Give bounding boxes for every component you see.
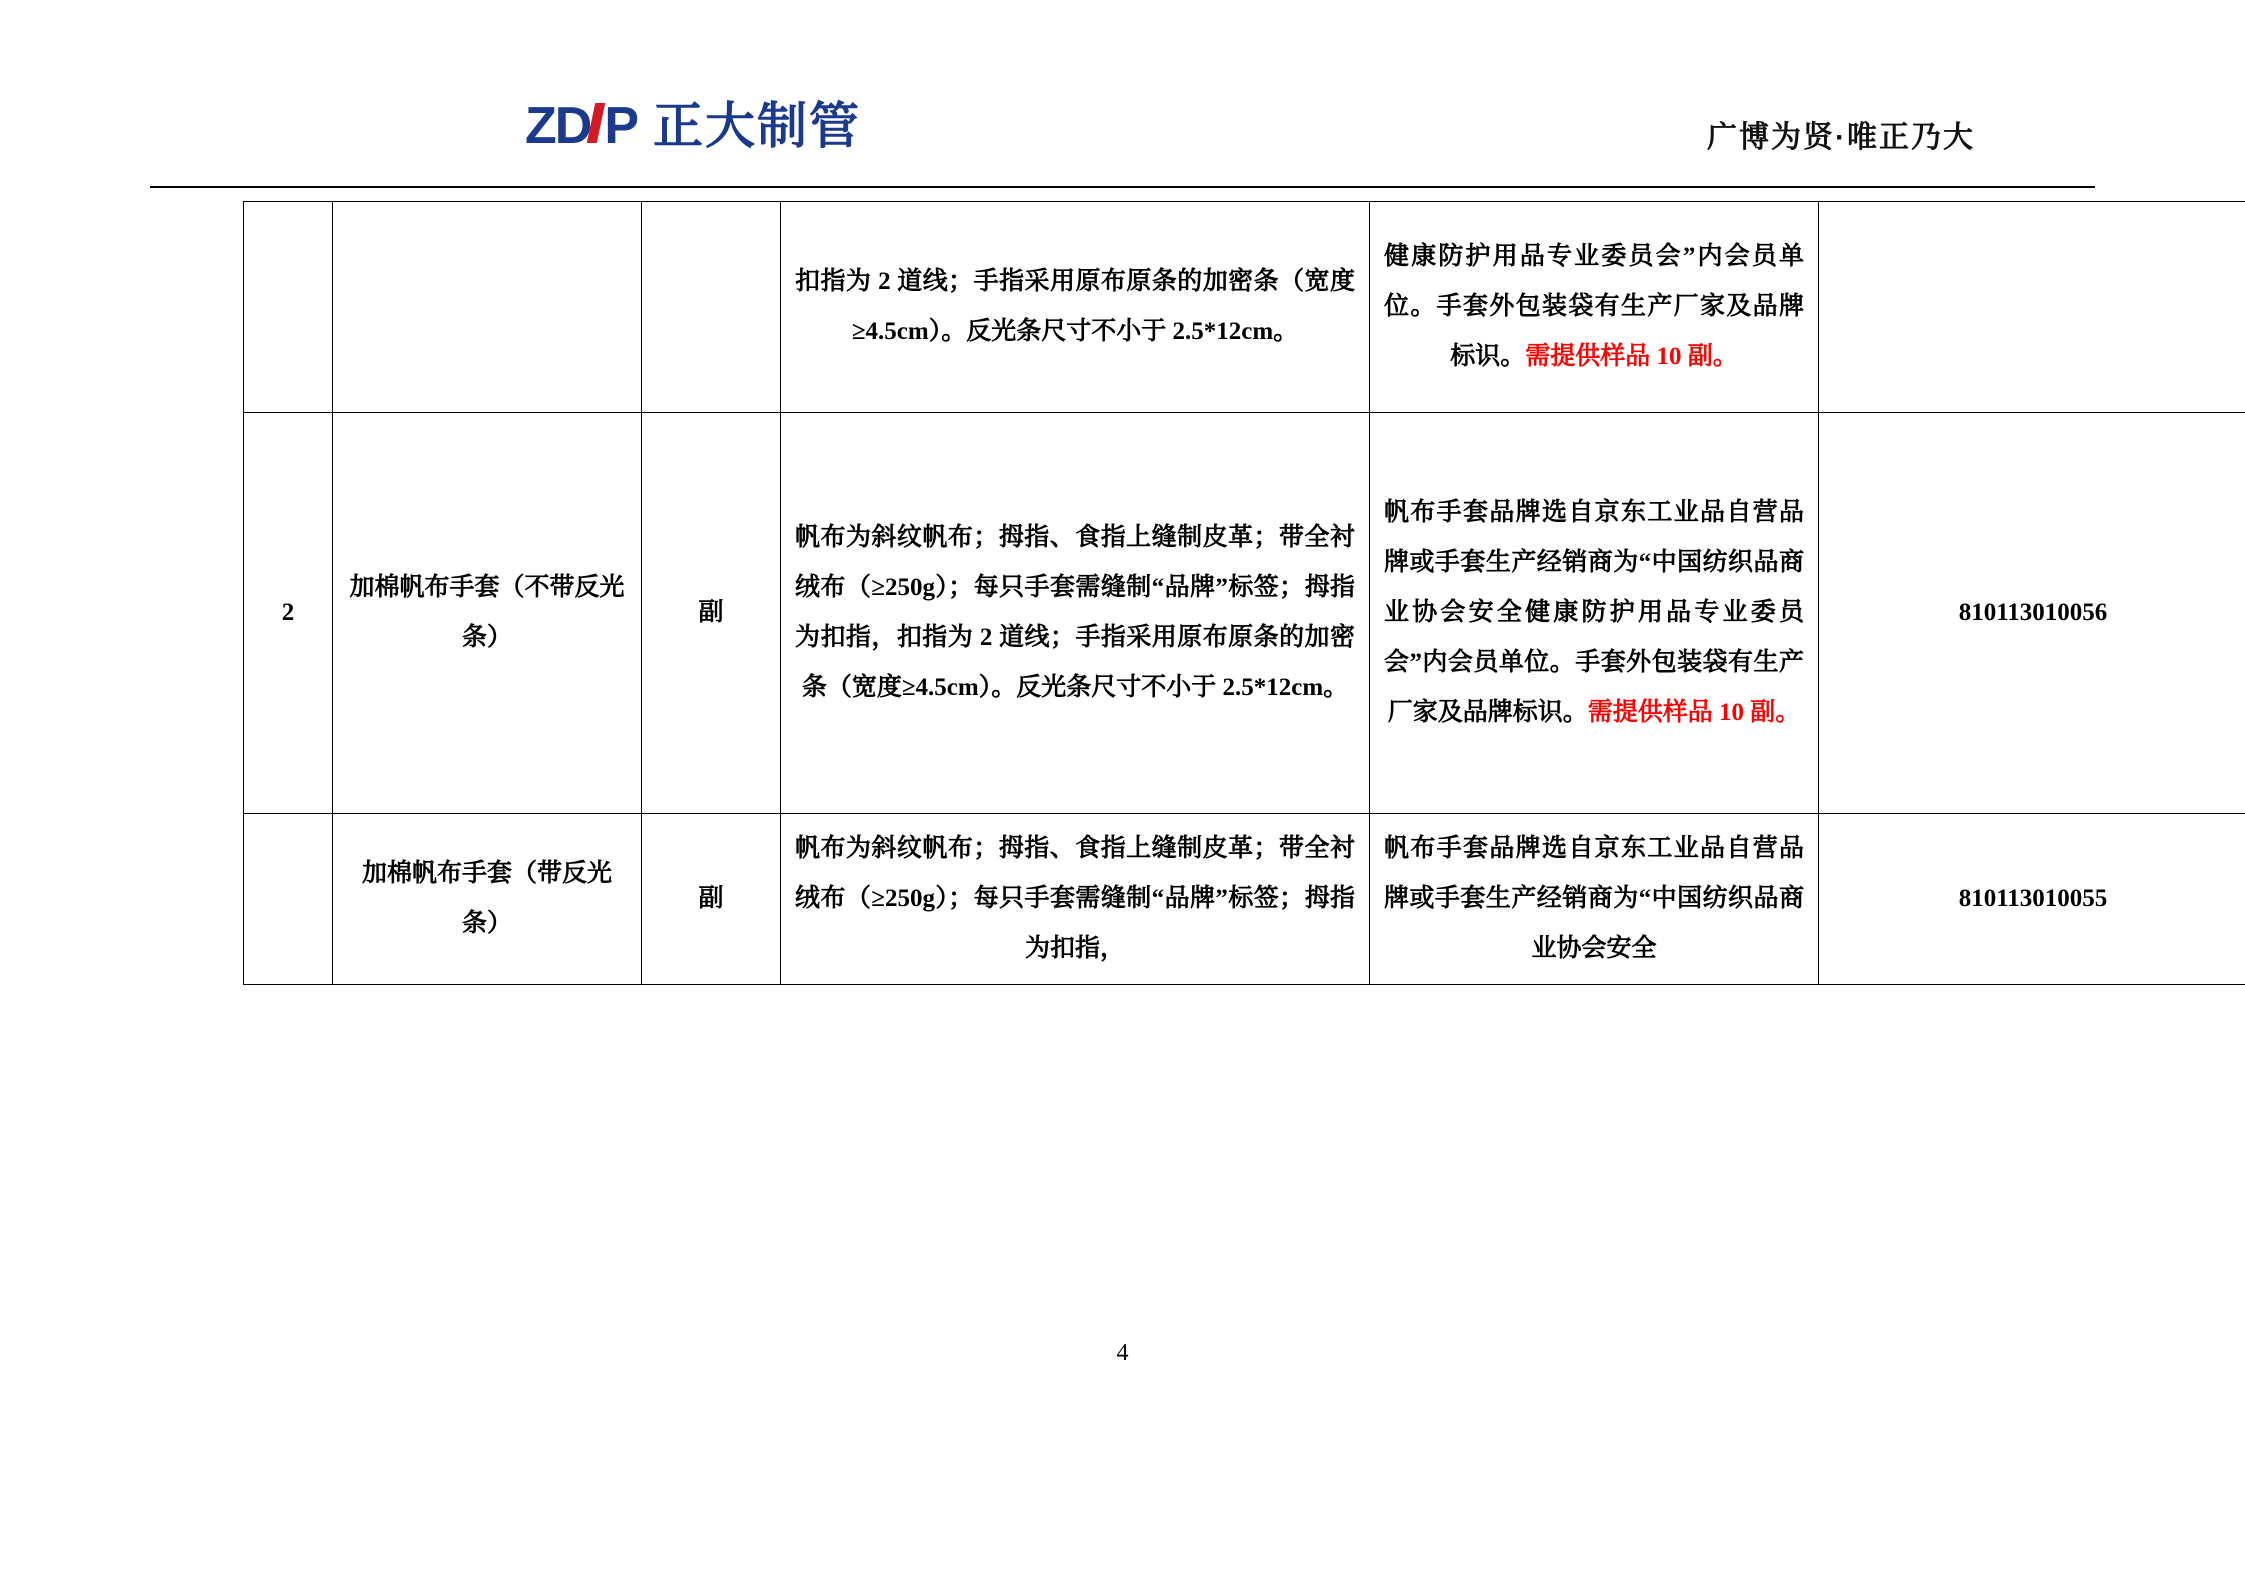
company-slogan: 广博为贤·唯正乃大 <box>1707 121 1975 154</box>
unit-cell <box>642 202 781 413</box>
item-name-cell: 加棉帆布手套（不带反光条） <box>333 413 642 814</box>
sample-requirement-text: 需提供样品 10 副。 <box>1525 343 1738 370</box>
specification-table <box>243 201 2245 985</box>
unit-cell: 副 <box>642 413 781 814</box>
page-number: 4 <box>1116 1340 1129 1366</box>
table-row <box>244 814 2245 985</box>
row-index-cell <box>244 202 333 413</box>
material-code-cell <box>1819 202 2245 413</box>
row-index-cell <box>244 814 333 985</box>
row-index-cell: 2 <box>244 413 333 814</box>
material-code-cell: 810113010055 <box>1819 814 2245 985</box>
brand-requirement-cell <box>1370 814 1819 985</box>
table-row <box>244 202 2245 413</box>
logo-zdp-text: ZD P <box>525 97 638 155</box>
material-code-cell: 810113010056 <box>1819 413 2245 814</box>
brand-requirement-cell <box>1370 413 1819 814</box>
header-divider <box>150 186 2095 188</box>
specification-text: 帆布为斜纹帆布；拇指、食指上缝制皮革；带全衬绒布（≥250g）；每只手套需缝制“品牌”标签；拇指为扣指，扣指为 2 道线；手指采用原布原条的加密条（宽度≥4.5cm）。反光条尺寸不小于 2.5*12cm。 <box>795 524 1355 701</box>
item-name-cell <box>333 202 642 413</box>
company-logo <box>525 97 862 155</box>
specification-text: 帆布为斜纹帆布；拇指、食指上缝制皮革；带全衬绒布（≥250g）；每只手套需缝制“品牌”标签；拇指为扣指， <box>795 835 1355 962</box>
logo-chinese-text: 正大制管 <box>653 98 862 154</box>
table-row <box>244 413 2245 814</box>
specification-cell <box>781 413 1370 814</box>
brand-requirement-text: 帆布手套品牌选自京东工业品自营品牌或手套生产经销商为“中国纺织品商业协会安全 <box>1384 835 1804 962</box>
brand-requirement-text: 健康防护用品专业委员会”内会员单位。手套外包装袋有生产厂家及品牌标识。 <box>1384 243 1804 370</box>
sample-requirement-text: 需提供样品 10 副。 <box>1587 699 1801 726</box>
page-header <box>150 97 2095 190</box>
logo-latin-text <box>525 97 638 155</box>
specification-cell <box>781 814 1370 985</box>
brand-requirement-cell <box>1370 202 1819 413</box>
specification-text: 扣指为 2 道线；手指采用原布原条的加密条（宽度≥4.5cm）。反光条尺寸不小于 2.5*12cm。 <box>795 268 1355 345</box>
unit-cell: 副 <box>642 814 781 985</box>
brand-requirement-text: 帆布手套品牌选自京东工业品自营品牌或手套生产经销商为“中国纺织品商业协会安全健康防护用品专业委员会”内会员单位。手套外包装袋有生产厂家及品牌标识。 <box>1384 499 1804 726</box>
item-name-cell: 加棉帆布手套（带反光条） <box>333 814 642 985</box>
specification-cell <box>781 202 1370 413</box>
